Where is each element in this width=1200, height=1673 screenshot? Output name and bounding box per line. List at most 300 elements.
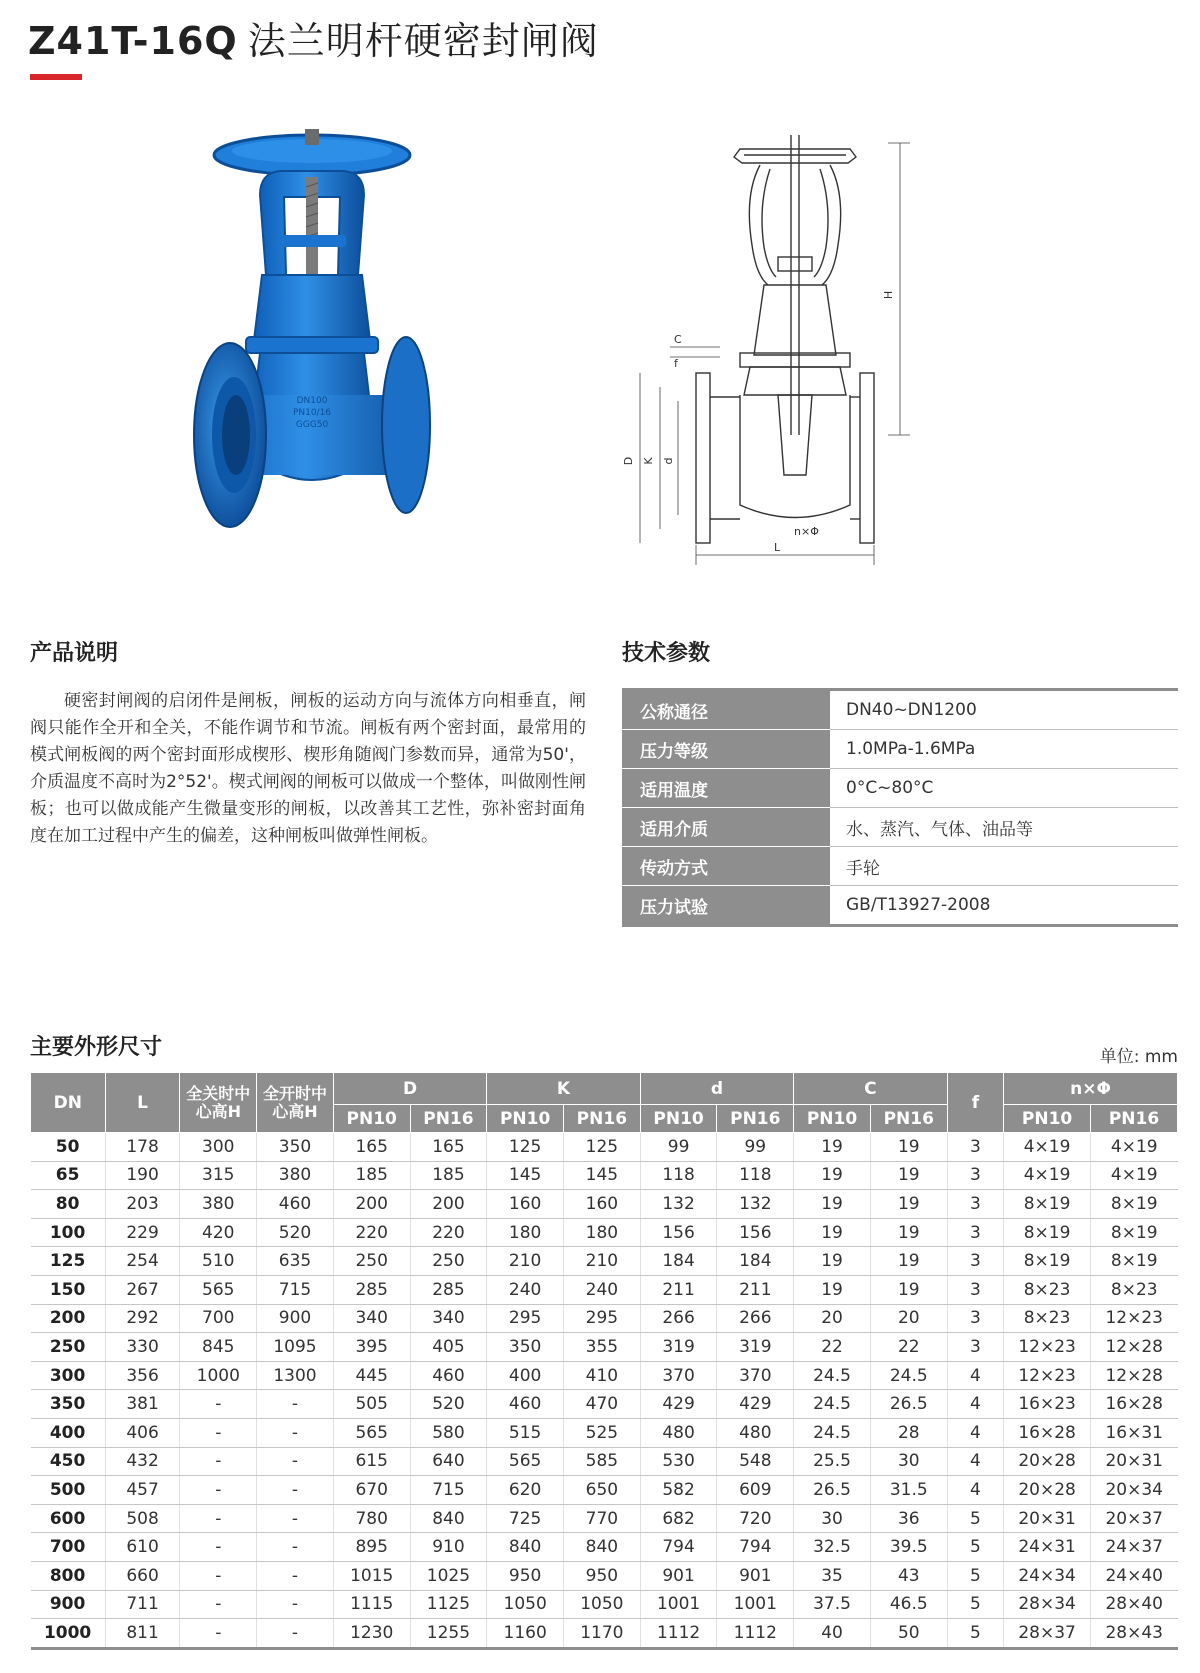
table-cell: 295 xyxy=(487,1304,564,1333)
col-header-c: C xyxy=(794,1073,947,1105)
table-cell: 220 xyxy=(410,1218,487,1247)
col-header-k: K xyxy=(487,1073,640,1105)
table-cell: 22 xyxy=(794,1333,871,1362)
table-cell: - xyxy=(257,1590,334,1619)
table-cell: 19 xyxy=(870,1247,947,1276)
table-cell: 20 xyxy=(870,1304,947,1333)
table-cell: 203 xyxy=(105,1190,180,1219)
table-cell: 1050 xyxy=(564,1590,641,1619)
table-cell: 429 xyxy=(717,1390,794,1419)
dn-cell: 700 xyxy=(31,1533,106,1562)
dn-cell: 150 xyxy=(31,1275,106,1304)
table-cell: 1230 xyxy=(333,1619,410,1649)
page-title xyxy=(28,10,599,65)
table-cell: 480 xyxy=(640,1418,717,1447)
table-cell: 715 xyxy=(410,1476,487,1505)
dim-label-d-inner: d xyxy=(662,457,675,465)
table-cell: 1112 xyxy=(717,1619,794,1649)
table-cell: 460 xyxy=(257,1190,334,1219)
valve-technical-drawing xyxy=(622,135,930,585)
table-cell: 285 xyxy=(333,1275,410,1304)
table-row xyxy=(31,1476,1178,1505)
table-cell: 24×40 xyxy=(1090,1561,1177,1590)
table-cell: 160 xyxy=(564,1190,641,1219)
table-cell: 19 xyxy=(794,1161,871,1190)
table-cell: 8×19 xyxy=(1090,1247,1177,1276)
table-cell: 99 xyxy=(717,1133,794,1162)
table-cell: 266 xyxy=(717,1304,794,1333)
table-cell: 8×23 xyxy=(1004,1304,1091,1333)
col-header-k-pn10: PN10 xyxy=(487,1105,564,1133)
table-row xyxy=(31,1361,1178,1390)
table-cell: 19 xyxy=(794,1190,871,1219)
table-cell: 1001 xyxy=(717,1590,794,1619)
table-cell: 1300 xyxy=(257,1361,334,1390)
table-cell: 4×19 xyxy=(1004,1133,1091,1162)
table-cell: 8×19 xyxy=(1004,1247,1091,1276)
table-cell: 381 xyxy=(105,1390,180,1419)
dn-cell: 400 xyxy=(31,1418,106,1447)
col-header-h-closed: 全关时中心高H xyxy=(180,1073,257,1133)
table-cell: 46.5 xyxy=(870,1590,947,1619)
table-cell: - xyxy=(257,1476,334,1505)
table-cell: 460 xyxy=(487,1390,564,1419)
table-cell: 508 xyxy=(105,1504,180,1533)
table-cell: 3 xyxy=(947,1133,1004,1162)
table-row xyxy=(31,1133,1178,1162)
dim-label-c: C xyxy=(674,333,682,346)
dim-label-h: H xyxy=(882,290,895,300)
table-cell: 20 xyxy=(794,1304,871,1333)
col-header-l: L xyxy=(105,1073,180,1133)
table-cell: 410 xyxy=(564,1361,641,1390)
table-cell: 432 xyxy=(105,1447,180,1476)
table-cell: 4 xyxy=(947,1418,1004,1447)
table-cell: 429 xyxy=(640,1390,717,1419)
table-cell: 240 xyxy=(487,1275,564,1304)
table-cell: 19 xyxy=(870,1190,947,1219)
table-cell: 565 xyxy=(487,1447,564,1476)
col-header-d-pn16: PN16 xyxy=(410,1105,487,1133)
tech-param-value: 手轮 xyxy=(830,847,1178,886)
table-cell: 770 xyxy=(564,1504,641,1533)
table-cell: - xyxy=(180,1619,257,1649)
table-row xyxy=(31,1447,1178,1476)
table-cell: 615 xyxy=(333,1447,410,1476)
table-cell: 229 xyxy=(105,1218,180,1247)
table-cell: 295 xyxy=(564,1304,641,1333)
table-cell: 515 xyxy=(487,1418,564,1447)
table-cell: 266 xyxy=(640,1304,717,1333)
table-cell: 910 xyxy=(410,1533,487,1562)
table-cell: 457 xyxy=(105,1476,180,1505)
table-cell: 19 xyxy=(794,1275,871,1304)
table-cell: 840 xyxy=(410,1504,487,1533)
tech-param-key: 压力试验 xyxy=(622,886,830,926)
table-cell: 28×34 xyxy=(1004,1590,1091,1619)
table-cell: 3 xyxy=(947,1333,1004,1362)
table-cell: 19 xyxy=(870,1275,947,1304)
description-text: 硬密封闸阀的启闭件是闸板，闸板的运动方向与流体方向相垂直，闸阀只能作全开和全关，不能作调节和节流。闸板有两个密封面，最常用的模式闸板阀的两个密封面形成楔形、楔形角随阀门参数而异，通常为50'，介质温度不高时为2°52'。楔式闸阀的闸板可以做成一个整体，叫做刚性闸板；也可以做成能产生微量变形的闸板，以改善其工艺性，弥补密封面角度在加工过程中产生的偏差，这种闸板叫做弹性闸板。 xyxy=(30,691,586,846)
tech-param-value: DN40~DN1200 xyxy=(830,690,1178,730)
table-row xyxy=(31,1247,1178,1276)
table-cell: 24.5 xyxy=(870,1361,947,1390)
dim-label-f: f xyxy=(674,357,678,370)
table-cell: 20×37 xyxy=(1090,1504,1177,1533)
table-cell: 901 xyxy=(640,1561,717,1590)
table-row xyxy=(31,1418,1178,1447)
table-cell: 8×19 xyxy=(1090,1190,1177,1219)
table-row xyxy=(31,1333,1178,1362)
tech-param-row xyxy=(622,847,1178,886)
table-cell: 350 xyxy=(257,1133,334,1162)
table-cell: 24.5 xyxy=(794,1361,871,1390)
table-cell: 118 xyxy=(717,1161,794,1190)
table-cell: 720 xyxy=(717,1504,794,1533)
table-cell: - xyxy=(180,1590,257,1619)
table-cell: 715 xyxy=(257,1275,334,1304)
dn-cell: 50 xyxy=(31,1133,106,1162)
table-cell: 640 xyxy=(410,1447,487,1476)
table-cell: 470 xyxy=(564,1390,641,1419)
table-cell: 8×19 xyxy=(1090,1218,1177,1247)
table-cell: 24×31 xyxy=(1004,1533,1091,1562)
table-row xyxy=(31,1561,1178,1590)
dn-cell: 900 xyxy=(31,1590,106,1619)
col-header-f: f xyxy=(947,1073,1004,1133)
table-cell: 520 xyxy=(410,1390,487,1419)
table-cell: 8×23 xyxy=(1004,1275,1091,1304)
table-cell: 4 xyxy=(947,1476,1004,1505)
table-cell: 20×31 xyxy=(1004,1504,1091,1533)
table-cell: 1001 xyxy=(640,1590,717,1619)
product-name: 法兰明杆硬密封闸阀 xyxy=(247,19,599,63)
table-cell: 22 xyxy=(870,1333,947,1362)
table-cell: 400 xyxy=(487,1361,564,1390)
table-cell: 1125 xyxy=(410,1590,487,1619)
table-cell: 1115 xyxy=(333,1590,410,1619)
table-cell: 250 xyxy=(410,1247,487,1276)
dim-label-d-outer: D xyxy=(622,456,635,466)
table-cell: 5 xyxy=(947,1590,1004,1619)
table-cell: 250 xyxy=(333,1247,410,1276)
col-header-din-pn16: PN16 xyxy=(717,1105,794,1133)
table-cell: 125 xyxy=(487,1133,564,1162)
table-cell: 16×31 xyxy=(1090,1418,1177,1447)
dn-cell: 450 xyxy=(31,1447,106,1476)
table-cell: 580 xyxy=(410,1418,487,1447)
table-cell: 609 xyxy=(717,1476,794,1505)
table-cell: 4 xyxy=(947,1390,1004,1419)
table-cell: 184 xyxy=(640,1247,717,1276)
col-header-c-pn16: PN16 xyxy=(870,1105,947,1133)
dn-cell: 65 xyxy=(31,1161,106,1190)
table-cell: 19 xyxy=(870,1133,947,1162)
tech-param-key: 适用介质 xyxy=(622,808,830,847)
table-cell: 4×19 xyxy=(1090,1133,1177,1162)
tech-param-value: 水、蒸汽、气体、油品等 xyxy=(830,808,1178,847)
table-cell: 210 xyxy=(487,1247,564,1276)
table-cell: 19 xyxy=(794,1133,871,1162)
table-cell: 118 xyxy=(640,1161,717,1190)
table-row xyxy=(31,1590,1178,1619)
table-cell: 565 xyxy=(180,1275,257,1304)
table-cell: 565 xyxy=(333,1418,410,1447)
dn-cell: 80 xyxy=(31,1190,106,1219)
table-cell: 26.5 xyxy=(870,1390,947,1419)
table-cell: 1160 xyxy=(487,1619,564,1649)
table-cell: 350 xyxy=(487,1333,564,1362)
table-cell: 950 xyxy=(564,1561,641,1590)
tech-param-key: 公称通径 xyxy=(622,690,830,730)
table-cell: 319 xyxy=(640,1333,717,1362)
table-cell: 24.5 xyxy=(794,1390,871,1419)
table-cell: 406 xyxy=(105,1418,180,1447)
table-cell: 650 xyxy=(564,1476,641,1505)
table-cell: 184 xyxy=(717,1247,794,1276)
table-cell: - xyxy=(257,1619,334,1649)
table-cell: 125 xyxy=(564,1133,641,1162)
tech-param-row xyxy=(622,690,1178,730)
table-cell: 380 xyxy=(257,1161,334,1190)
table-cell: 211 xyxy=(640,1275,717,1304)
table-cell: 1000 xyxy=(180,1361,257,1390)
tech-param-value: 0°C~80°C xyxy=(830,769,1178,808)
table-cell: 582 xyxy=(640,1476,717,1505)
table-cell: 845 xyxy=(180,1333,257,1362)
dn-cell: 600 xyxy=(31,1504,106,1533)
table-cell: 19 xyxy=(794,1218,871,1247)
table-row xyxy=(31,1190,1178,1219)
table-cell: 380 xyxy=(180,1190,257,1219)
table-cell: 901 xyxy=(717,1561,794,1590)
col-header-nphi-pn10: PN10 xyxy=(1004,1105,1091,1133)
table-cell: 315 xyxy=(180,1161,257,1190)
tech-param-key: 压力等级 xyxy=(622,730,830,769)
tech-param-row xyxy=(622,808,1178,847)
table-cell: 156 xyxy=(717,1218,794,1247)
table-cell: 3 xyxy=(947,1304,1004,1333)
table-cell: 445 xyxy=(333,1361,410,1390)
table-cell: - xyxy=(257,1447,334,1476)
table-cell: 28×40 xyxy=(1090,1590,1177,1619)
table-cell: 4 xyxy=(947,1361,1004,1390)
table-cell: 900 xyxy=(257,1304,334,1333)
dn-cell: 125 xyxy=(31,1247,106,1276)
table-cell: 460 xyxy=(410,1361,487,1390)
table-cell: 31.5 xyxy=(870,1476,947,1505)
table-cell: 950 xyxy=(487,1561,564,1590)
table-cell: 480 xyxy=(717,1418,794,1447)
table-cell: 794 xyxy=(640,1533,717,1562)
table-cell: 20×28 xyxy=(1004,1447,1091,1476)
col-header-c-pn10: PN10 xyxy=(794,1105,871,1133)
description-title: 产品说明 xyxy=(30,641,119,666)
table-cell: 267 xyxy=(105,1275,180,1304)
table-row xyxy=(31,1619,1178,1649)
table-cell: - xyxy=(257,1504,334,1533)
unit-label: 单位: mm xyxy=(1099,1047,1178,1067)
dim-label-nxphi: n×Φ xyxy=(794,525,819,538)
table-cell: 35 xyxy=(794,1561,871,1590)
table-cell: 28 xyxy=(870,1418,947,1447)
table-cell: 240 xyxy=(564,1275,641,1304)
table-row xyxy=(31,1533,1178,1562)
table-cell: 32.5 xyxy=(794,1533,871,1562)
table-cell: 635 xyxy=(257,1247,334,1276)
table-cell: 254 xyxy=(105,1247,180,1276)
table-cell: 28×43 xyxy=(1090,1619,1177,1649)
table-cell: 285 xyxy=(410,1275,487,1304)
table-cell: 165 xyxy=(333,1133,410,1162)
tech-params-table xyxy=(622,688,1178,927)
table-cell: 50 xyxy=(870,1619,947,1649)
table-cell: 510 xyxy=(180,1247,257,1276)
table-cell: 3 xyxy=(947,1218,1004,1247)
dn-cell: 1000 xyxy=(31,1619,106,1649)
table-cell: 5 xyxy=(947,1561,1004,1590)
table-cell: 355 xyxy=(564,1333,641,1362)
table-cell: 548 xyxy=(717,1447,794,1476)
tech-params-title: 技术参数 xyxy=(622,641,711,666)
table-row xyxy=(31,1161,1178,1190)
col-header-k-pn16: PN16 xyxy=(564,1105,641,1133)
table-cell: 20×28 xyxy=(1004,1476,1091,1505)
table-cell: 682 xyxy=(640,1504,717,1533)
table-cell: 200 xyxy=(410,1190,487,1219)
table-cell: 610 xyxy=(105,1533,180,1562)
col-header-din-pn10: PN10 xyxy=(640,1105,717,1133)
table-cell: 20×34 xyxy=(1090,1476,1177,1505)
title-accent-bar xyxy=(30,74,82,80)
table-cell: 39.5 xyxy=(870,1533,947,1562)
table-cell: - xyxy=(180,1418,257,1447)
table-cell: - xyxy=(180,1504,257,1533)
table-cell: 340 xyxy=(333,1304,410,1333)
table-cell: 19 xyxy=(794,1247,871,1276)
table-cell: 19 xyxy=(870,1161,947,1190)
table-cell: 4×19 xyxy=(1090,1161,1177,1190)
table-cell: 220 xyxy=(333,1218,410,1247)
tech-param-value: GB/T13927-2008 xyxy=(846,895,991,915)
table-cell: 725 xyxy=(487,1504,564,1533)
dimensions-title: 主要外形尺寸 xyxy=(30,1035,163,1060)
table-cell: 12×23 xyxy=(1004,1333,1091,1362)
table-cell: 840 xyxy=(487,1533,564,1562)
dn-cell: 500 xyxy=(31,1476,106,1505)
table-cell: 370 xyxy=(717,1361,794,1390)
table-row xyxy=(31,1275,1178,1304)
valve-product-photo xyxy=(190,125,440,575)
table-cell: 330 xyxy=(105,1333,180,1362)
col-header-nphi-pn16: PN16 xyxy=(1090,1105,1177,1133)
table-cell: 12×28 xyxy=(1090,1361,1177,1390)
table-cell: 3 xyxy=(947,1190,1004,1219)
table-cell: 1112 xyxy=(640,1619,717,1649)
casting-mark-1: DN100 xyxy=(296,396,328,406)
table-cell: 156 xyxy=(640,1218,717,1247)
tech-param-row xyxy=(622,730,1178,769)
table-cell: 780 xyxy=(333,1504,410,1533)
table-cell: 8×19 xyxy=(1004,1218,1091,1247)
table-cell: 1170 xyxy=(564,1619,641,1649)
table-cell: 420 xyxy=(180,1218,257,1247)
dn-cell: 350 xyxy=(31,1390,106,1419)
table-cell: 1095 xyxy=(257,1333,334,1362)
table-cell: 340 xyxy=(410,1304,487,1333)
dimensions-table xyxy=(30,1072,1178,1650)
table-cell: 12×28 xyxy=(1090,1333,1177,1362)
table-cell: 178 xyxy=(105,1133,180,1162)
table-cell: 3 xyxy=(947,1275,1004,1304)
table-cell: 210 xyxy=(564,1247,641,1276)
col-header-d-pn10: PN10 xyxy=(333,1105,410,1133)
table-cell: - xyxy=(180,1476,257,1505)
table-cell: 30 xyxy=(794,1504,871,1533)
table-cell: 180 xyxy=(487,1218,564,1247)
table-cell: 5 xyxy=(947,1533,1004,1562)
table-cell: 525 xyxy=(564,1418,641,1447)
table-cell: 895 xyxy=(333,1533,410,1562)
table-cell: 40 xyxy=(794,1619,871,1649)
table-cell: - xyxy=(257,1561,334,1590)
table-cell: 28×37 xyxy=(1004,1619,1091,1649)
table-row xyxy=(31,1390,1178,1419)
table-cell: 660 xyxy=(105,1561,180,1590)
table-cell: - xyxy=(257,1533,334,1562)
col-header-dn: DN xyxy=(31,1073,106,1133)
table-cell: 24×34 xyxy=(1004,1561,1091,1590)
table-cell: 620 xyxy=(487,1476,564,1505)
table-cell: 585 xyxy=(564,1447,641,1476)
table-cell: 16×28 xyxy=(1004,1418,1091,1447)
table-cell: 395 xyxy=(333,1333,410,1362)
dim-label-k: K xyxy=(642,457,655,465)
table-cell: 530 xyxy=(640,1447,717,1476)
casting-mark-2: PN10/16 xyxy=(292,408,332,418)
table-cell: - xyxy=(180,1447,257,1476)
tech-param-value: 1.0MPa-1.6MPa xyxy=(830,730,1178,769)
table-cell: 132 xyxy=(717,1190,794,1219)
table-cell: 145 xyxy=(487,1161,564,1190)
table-cell: 292 xyxy=(105,1304,180,1333)
table-cell: 12×23 xyxy=(1090,1304,1177,1333)
table-cell: 211 xyxy=(717,1275,794,1304)
dn-cell: 300 xyxy=(31,1361,106,1390)
col-header-h-open: 全开时中心高H xyxy=(257,1073,334,1133)
table-cell: 30 xyxy=(870,1447,947,1476)
table-cell: 1015 xyxy=(333,1561,410,1590)
table-cell: 840 xyxy=(564,1533,641,1562)
dn-cell: 800 xyxy=(31,1561,106,1590)
table-cell: 794 xyxy=(717,1533,794,1562)
tech-param-row xyxy=(622,769,1178,808)
table-row xyxy=(31,1218,1178,1247)
table-cell: 670 xyxy=(333,1476,410,1505)
table-cell: 5 xyxy=(947,1504,1004,1533)
table-cell: - xyxy=(180,1533,257,1562)
dn-cell: 250 xyxy=(31,1333,106,1362)
col-header-nphi: n×Φ xyxy=(1004,1073,1178,1105)
table-cell: 20×31 xyxy=(1090,1447,1177,1476)
table-cell: - xyxy=(180,1561,257,1590)
table-cell: 8×23 xyxy=(1090,1275,1177,1304)
dn-cell: 100 xyxy=(31,1218,106,1247)
model-number: Z41T-16Q xyxy=(28,19,238,63)
table-cell: 185 xyxy=(333,1161,410,1190)
table-cell: 200 xyxy=(333,1190,410,1219)
dn-cell: 200 xyxy=(31,1304,106,1333)
